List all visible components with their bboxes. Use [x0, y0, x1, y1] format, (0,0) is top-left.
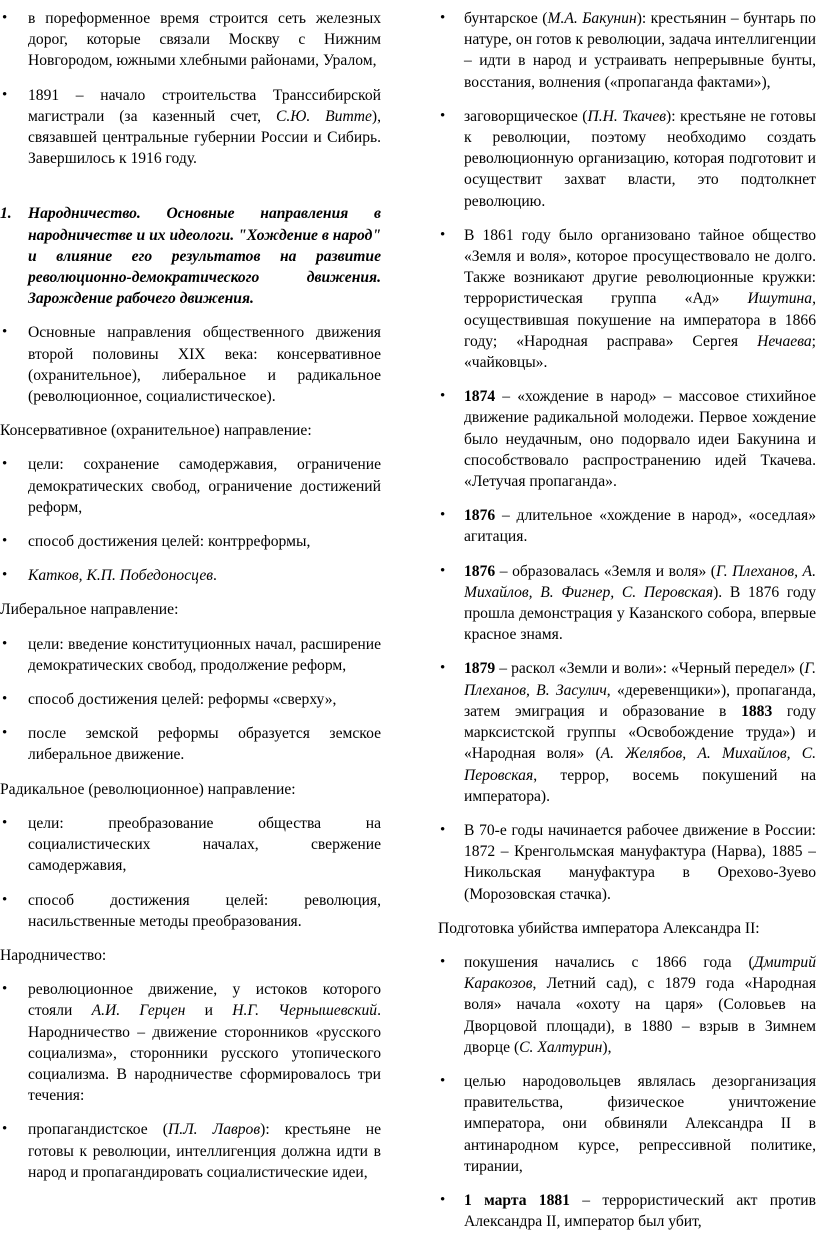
text-run: – «хождение в народ» – массовое стихийное движение радикальной молодежи. Первое хождение было неудачным, оно подорвало идеи Бакунина и способствовало распространению идей Ткачева. «Летучая пропаганда».: [464, 388, 816, 491]
assassination-label: Подготовка убийства императора Александра II:: [438, 919, 760, 937]
text-run: В 70-е годы начинается рабочее движение в России: 1872 – Кренгольмская мануфактура (Нарва), 1885 – Никольская мануфактура в Орехово-Зуево (Морозовская стачка).: [464, 821, 816, 903]
list-item: [438, 561, 816, 646]
list-item: [0, 531, 381, 552]
list-item: [438, 1071, 816, 1177]
text-run: целью народовольцев являлась дезорганизация правительства, физическое уничтожение императора, они обвиняли Александра II в антинародном курсе, репрессивной политике, тирании,: [464, 1072, 816, 1175]
list-item: [438, 820, 816, 905]
text-run: , Летний сад), с 1879 года «Народная воля» начала «охоту на царя» (Соловьев на Дворцовой площади), в 1880 – взрыв в Зимнем дворце (: [464, 975, 816, 1056]
right-column: [438, 8, 816, 1245]
text-run: после земской реформы образуется земское либеральное движение.: [28, 725, 381, 764]
text-run: Г. Плеханов, В. Засулич: [464, 660, 816, 699]
text-run: ): крестьяне не готовы к революции, интеллигенция должна идти в народ и пропагандировать социалистические идеи,: [28, 1121, 382, 1181]
text-run: ; «чайковцы».: [464, 332, 816, 372]
text-run: 1874: [464, 388, 496, 406]
list-item: [0, 979, 381, 1106]
text-run: .: [213, 567, 217, 585]
text-run: цели: введение конституционных начал, расширение демократических свобод, продолжение реформ,: [28, 635, 381, 674]
text-run: 1879: [464, 660, 496, 678]
text-run: – раскол «Земли и воли»: «Черный передел» (: [495, 660, 805, 678]
text-run: покушения начались с 1866 года (: [464, 953, 754, 971]
list-item: [438, 8, 816, 93]
text-run: ),: [602, 1038, 612, 1056]
text-run: способ достижения целей: революция, насильственные методы преобразования.: [28, 891, 381, 930]
list-item: [0, 85, 381, 170]
bullet-list: [0, 454, 381, 586]
text-run: А. Желябов, А. Михайлов, С. Перовская: [464, 745, 816, 784]
list-item: [438, 505, 816, 547]
bullet-list: [0, 322, 381, 407]
text-run: 1891 – начало строительства Транссибирской магистрали (за казенный счет,: [28, 86, 381, 125]
text-run: 1876: [464, 562, 496, 580]
heading-text: Народничество. Основные направления в народничестве и их идеологи. "Хождение в народ" и влияние его результатов на развитие революционно-демократического движения. Зарождение рабочего движения.: [28, 205, 381, 308]
bullet-list: [438, 8, 816, 905]
left-column: [0, 8, 381, 1196]
bullet-list: [0, 8, 381, 169]
list-item: [438, 658, 816, 806]
text-run: цели: сохранение самодержавия, ограничение демократических свобод, ограничение достижений реформ,: [28, 456, 381, 516]
text-run: и: [185, 1002, 233, 1020]
text-run: – террористический акт против Александра II, император был убит,: [464, 1191, 816, 1231]
list-item: [0, 689, 381, 710]
text-run: бунтарское (: [464, 10, 548, 27]
bullet-list: [438, 952, 816, 1232]
text-run: – длительное «хождение в народ», «оседлая» агитация.: [464, 507, 816, 546]
narod-label: Народничество:: [0, 946, 107, 964]
text-run: году марксистской группы «Освобождение труда») и «Народная воля» (: [464, 702, 816, 763]
list-item: [0, 723, 381, 765]
text-run: Нечаева: [757, 332, 812, 350]
text-run: . Народничество – движение сторонников «русского социализма», сторонники русского утопического социализма. В народничестве сформировалось три течения:: [28, 1002, 382, 1105]
text-run: Основные направления общественного движения второй половины XIX века: консервативное (охранительное), либеральное и радикальное (революционное, социалистическое).: [28, 324, 381, 406]
text-run: в пореформенное время строится сеть железных дорог, которые связали Москву с Нижним Новгородом, южными хлебными районами, Уралом,: [28, 10, 381, 70]
text-run: заговорщическое (: [464, 107, 588, 125]
text-run: 1883: [741, 702, 773, 720]
text-run: способ достижения целей: контрреформы,: [28, 533, 311, 551]
text-run: М.А. Бакунин: [547, 10, 637, 27]
text-run: , «деревенщики»), пропаганда, затем эмиграция и образование в: [464, 681, 816, 720]
list-item: [438, 106, 816, 212]
text-run: ), связавшей центральные губернии России и Сибирь. Завершилось к 1916 году.: [28, 107, 381, 168]
list-item: [0, 8, 381, 72]
text-run: , осуществившая покушение на императора в 1866 году; «Народная расправа» Сергея: [464, 290, 816, 350]
radical-label: Радикальное (революционное) направление:: [0, 780, 296, 798]
text-run: П.Н. Ткачев: [587, 107, 667, 125]
text-run: пропагандистское (: [28, 1121, 168, 1139]
text-run: , террор, восемь покушений на императора).: [464, 766, 816, 805]
list-item: [438, 952, 816, 1058]
text-run: способ достижения целей: реформы «сверху»,: [28, 691, 337, 709]
list-item: [0, 1119, 381, 1183]
text-run: революционное движение, у истоков которого стояли: [28, 981, 381, 1020]
text-run: П.Л. Лавров: [167, 1121, 261, 1139]
list-item: [0, 454, 381, 518]
list-item: [0, 890, 381, 932]
text-run: Н.Г. Чернышевский: [232, 1002, 378, 1020]
list-item: [0, 634, 381, 676]
text-run: Г. Плеханов, А. Михайлов, В. Фигнер, С. Перовская: [464, 562, 816, 601]
list-item: [0, 322, 381, 407]
list-item: [0, 565, 381, 586]
text-run: Ишутина: [747, 290, 813, 308]
bullet-list: [0, 979, 381, 1183]
text-run: С. Халтурин: [519, 1038, 603, 1056]
conservative-label: Консервативное (охранительное) направление:: [0, 422, 312, 440]
bullet-list: [0, 634, 381, 766]
text-run: ). В 1876 году прошла демонстрация у Казанского собора, впервые красное знамя.: [464, 583, 816, 644]
list-item: [438, 1190, 816, 1232]
heading-number: 1.: [0, 205, 12, 223]
text-run: цели: преобразование общества на социалистических началах, свержение самодержавия,: [28, 814, 381, 875]
text-run: С.Ю. Витте: [275, 107, 372, 125]
text-run: В 1861 году было организовано тайное общество «Земля и воля», которое просуществовало не долго. Также возникают другие революционные кружки: террористическая группа «Ад»: [464, 226, 816, 308]
list-item: [438, 225, 816, 373]
text-run: ): крестьяне не готовы к революции, поэтому необходимо создать революционную организацию, которая подготовит и осуществит захват власти, это подтолкнет революцию.: [464, 107, 816, 210]
list-item: [438, 386, 816, 492]
text-run: Катков, К.П. Победоносцев: [28, 567, 214, 585]
text-run: ): крестьянин – бунтарь по натуре, он готов к революции, задача интеллигенции – идти в народ и устраивать непрерывные бунты, восстания, волнения («пропаганда фактами»),: [464, 10, 816, 91]
liberal-label: Либеральное направление:: [0, 601, 179, 619]
text-run: – образовалась «Земля и воля» (: [495, 562, 716, 580]
list-item: [0, 813, 381, 877]
text-run: Дмитрий Каракозов: [464, 953, 816, 993]
text-run: 1876: [464, 507, 496, 525]
text-run: 1 марта 1881: [464, 1191, 570, 1209]
bullet-list: [0, 813, 381, 932]
section-heading: [0, 203, 381, 309]
text-run: А.И. Герцен: [91, 1002, 186, 1020]
